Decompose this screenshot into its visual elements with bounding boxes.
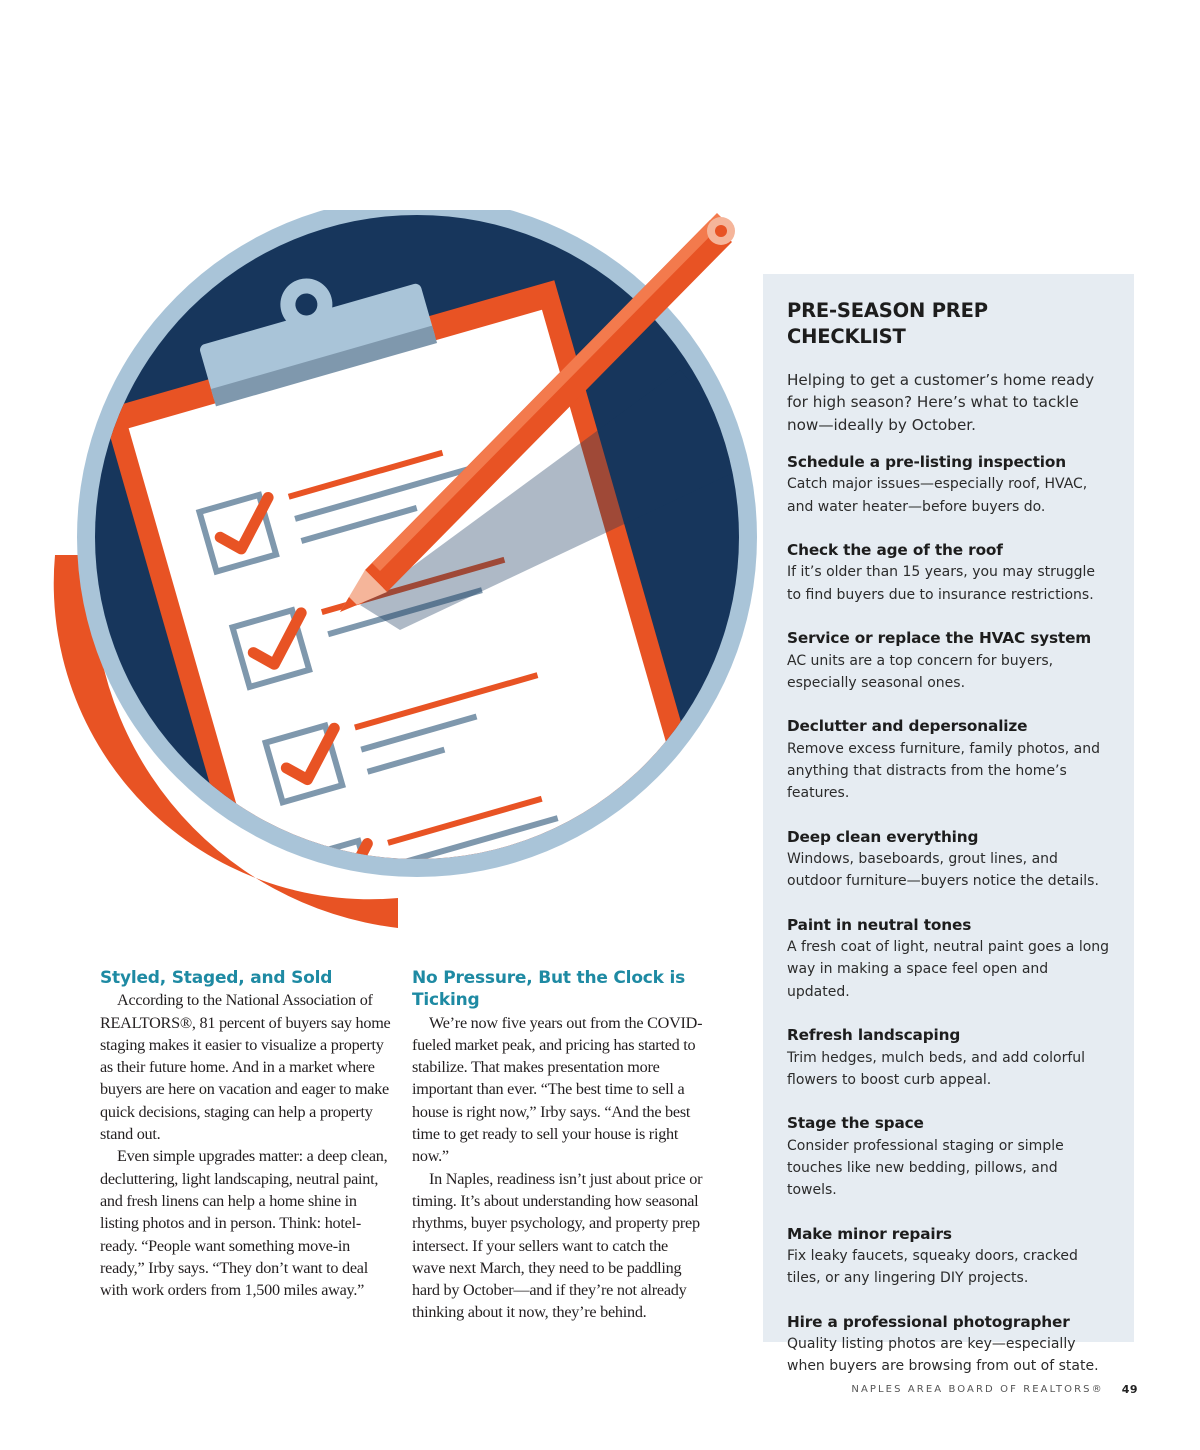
page-number: 49: [1121, 1383, 1138, 1396]
checklist-item-text: If it’s older than 15 years, you may struggle to find buyers due to insurance restrictions.: [787, 564, 1096, 603]
article-column-1: [100, 967, 392, 1301]
paragraph: According to the National Association of REALTORS®, 81 percent of buyers say home staging makes it easier to visualize a property as their future home. And in a market where buyers are here on vacation and eager to make quick decisions, staging can help a property stand out.: [100, 991, 391, 1144]
checklist-item: [787, 1223, 1110, 1290]
checklist-item-heading: Check the age of the roof: [787, 540, 1003, 559]
article-column-2: [412, 967, 704, 1324]
checklist-item-heading: Deep clean everything: [787, 827, 979, 846]
publication-name: NAPLES AREA BOARD OF REALTORS®: [851, 1384, 1104, 1395]
checklist-item: [787, 1112, 1110, 1201]
paragraph: In Naples, readiness isn’t just about price or timing. It’s about understanding how seasonal rhythms, buyer psychology, and property prep intersect. If your sellers want to catch the wave next March, they need to be paddling hard by October—and if they’re not already thinking about it now, they’re behind.: [412, 1169, 703, 1322]
checklist-item-text: Trim hedges, mulch beds, and add colorful flowers to boost curb appeal.: [787, 1049, 1086, 1088]
checklist-item: [787, 914, 1110, 1003]
checklist-item: [787, 1311, 1110, 1378]
page-footer: [851, 1383, 1138, 1396]
checklist-item: [787, 715, 1110, 804]
checklist-item-heading: Declutter and depersonalize: [787, 717, 1028, 736]
section-heading-no-pressure: No Pressure, But the Clock is Ticking: [412, 968, 686, 1011]
checklist-item: [787, 539, 1110, 606]
checklist-item: [787, 451, 1110, 518]
checklist-item-text: Consider professional staging or simple touches like new bedding, pillows, and towels.: [787, 1137, 1064, 1199]
checklist-item-heading: Paint in neutral tones: [787, 915, 972, 934]
checklist-item-heading: Stage the space: [787, 1114, 924, 1133]
checklist-item-text: Fix leaky faucets, squeaky doors, cracked tiles, or any lingering DIY projects.: [787, 1248, 1078, 1287]
checklist-item-heading: Schedule a pre-listing inspection: [787, 452, 1066, 471]
prep-checklist-sidebar: [763, 274, 1134, 1375]
checklist-item-heading: Refresh landscaping: [787, 1026, 961, 1045]
paragraph: We’re now five years out from the COVID-fueled market peak, and pricing has started to stabilize. That makes presentation more important than ever. “The best time to sell a house is right now,” Irby says. “And the best time to get ready to sell your house is right now.”: [412, 1013, 703, 1166]
section-heading-styled-staged-sold: Styled, Staged, and Sold: [100, 968, 333, 988]
checklist-item-text: Quality listing photos are key—especially when buyers are browsing from out of state.: [787, 1336, 1099, 1375]
clipboard-illustration: [20, 210, 760, 940]
paragraph: Even simple upgrades matter: a deep clean, decluttering, light landscaping, neutral paint, and fresh linens can help a home shine in listing photos and in person. Think: hotel-ready. “People want something move-in ready,” Irby says. “They don’t want to deal with work orders from 1,500 miles away.”: [100, 1147, 388, 1300]
checklist: [787, 451, 1110, 1378]
section-body: [100, 989, 392, 1301]
checklist-item-text: Windows, baseboards, grout lines, and outdoor furniture—buyers notice the details.: [787, 851, 1099, 890]
sidebar-intro: Helping to get a customer’s home ready for high season? Here’s what to tackle now—ideally by October.: [787, 371, 1095, 434]
checklist-item-text: Remove excess furniture, family photos, and anything that distracts from the home’s features.: [787, 740, 1100, 802]
sidebar-title: PRE-SEASON PREP CHECKLIST: [787, 299, 988, 348]
checklist-item-heading: Hire a professional photographer: [787, 1312, 1070, 1331]
checklist-item-heading: Service or replace the HVAC system: [787, 629, 1092, 648]
checklist-item: [787, 1024, 1110, 1091]
section-body: [412, 1012, 704, 1324]
checklist-item-text: Catch major issues—especially roof, HVAC, and water heater—before buyers do.: [787, 476, 1088, 515]
checklist-item: [787, 826, 1110, 893]
checklist-item: [787, 627, 1110, 694]
clipboard-checklist-icon: [20, 210, 760, 940]
checklist-item-heading: Make minor repairs: [787, 1224, 952, 1243]
checklist-item-text: A fresh coat of light, neutral paint goes a long way in making a space feel open and updated.: [787, 939, 1110, 1000]
checklist-item-text: AC units are a top concern for buyers, especially seasonal ones.: [787, 652, 1054, 691]
